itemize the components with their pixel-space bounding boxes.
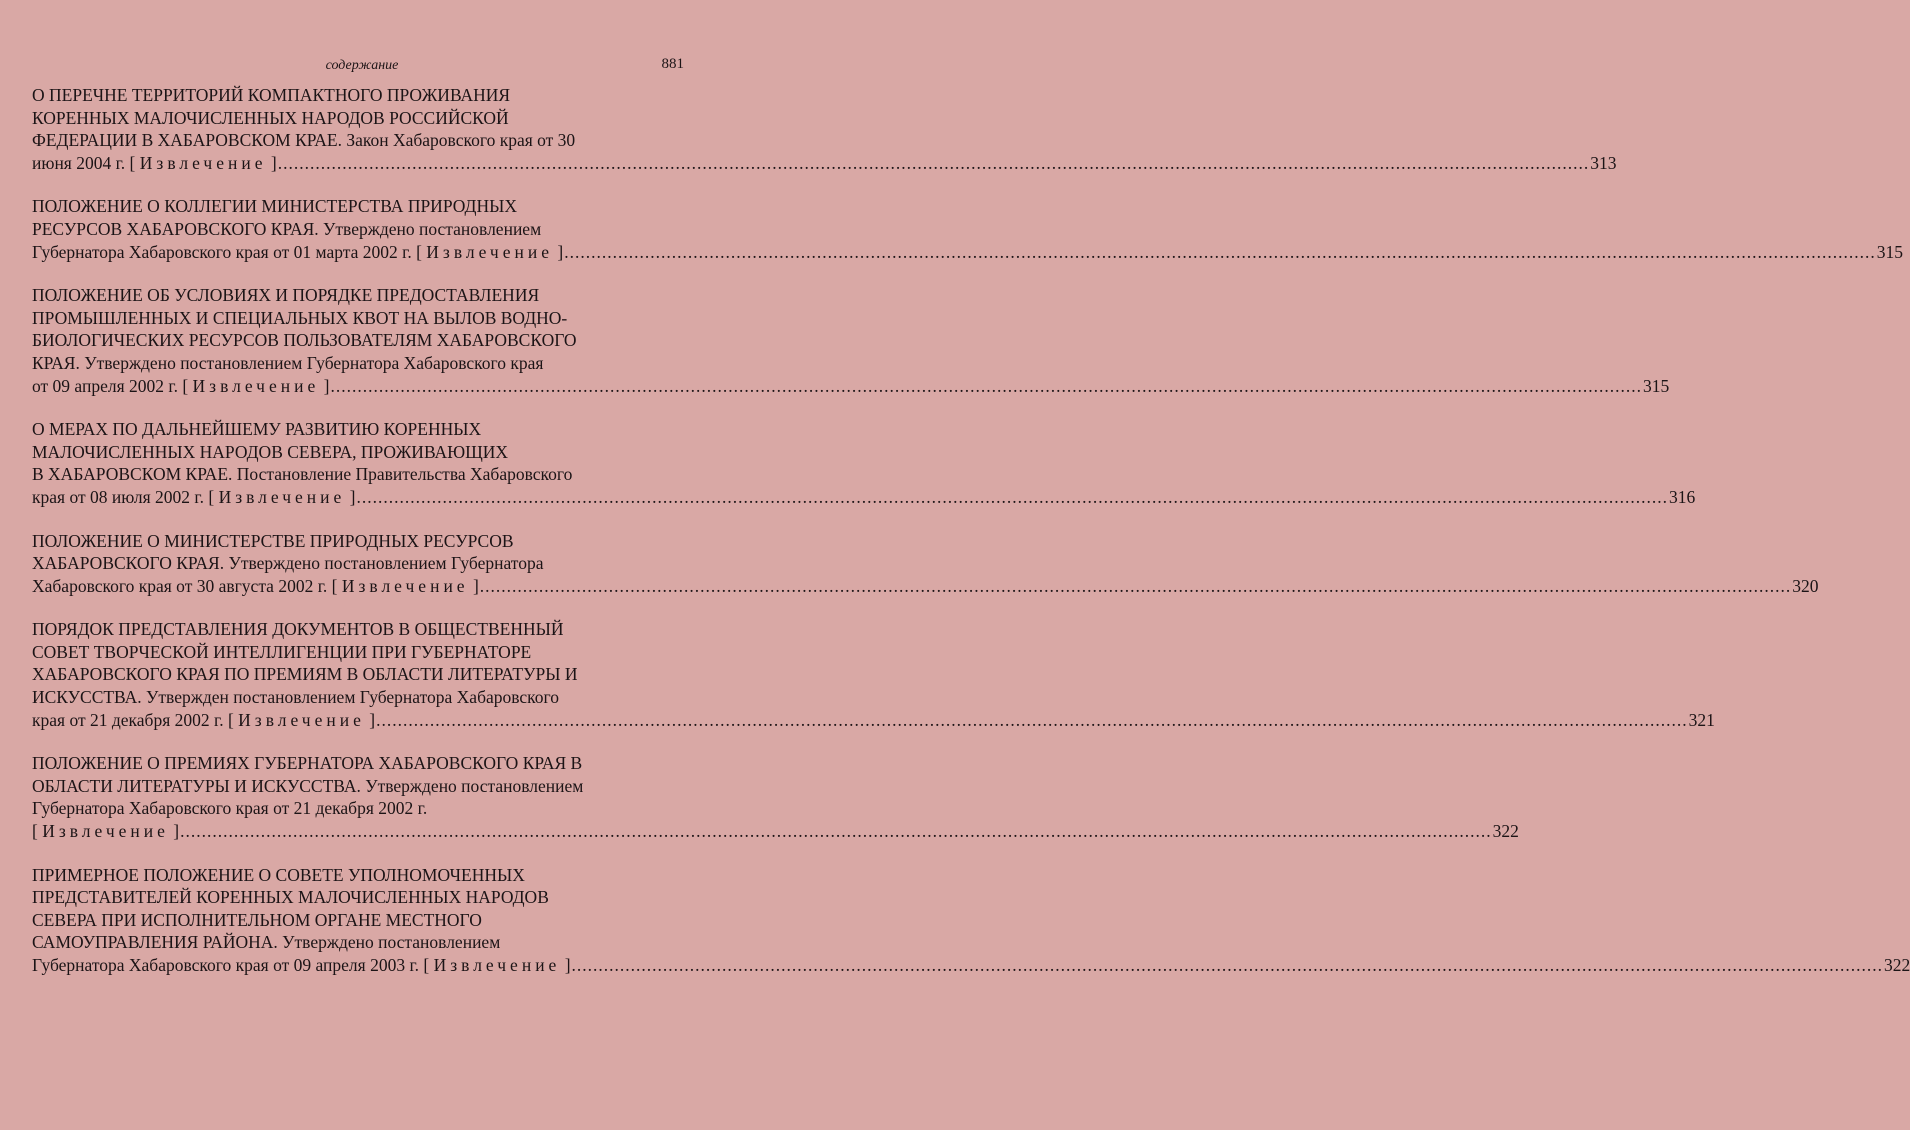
toc-entry-line: ПРОМЫШЛЕННЫХ И СПЕЦИАЛЬНЫХ КВОТ НА ВЫЛОВ ВОДНО- xyxy=(32,307,568,328)
toc-entry-line: БИОЛОГИЧЕСКИХ РЕСУРСОВ ПОЛЬЗОВАТЕЛЯМ ХАБАРОВСКОГО xyxy=(32,330,577,351)
toc-entry-line: СЕВЕРА ПРИ ИСПОЛНИТЕЛЬНОМ ОРГАНЕ МЕСТНОГО xyxy=(32,909,482,930)
toc-entry-line: КОРЕННЫХ МАЛОЧИСЛЕННЫХ НАРОДОВ РОССИЙСКОЙ xyxy=(32,107,509,128)
toc-entry-line: ПОЛОЖЕНИЕ ОБ УСЛОВИЯХ И ПОРЯДКЕ ПРЕДОСТАВЛЕНИЯ xyxy=(32,285,540,306)
toc-entry-line: СОВЕТ ТВОРЧЕСКОЙ ИНТЕЛЛИГЕНЦИИ ПРИ ГУБЕРНАТОРЕ xyxy=(32,641,532,662)
toc-entry-extract-tag: Извлечение xyxy=(42,821,169,842)
toc-entry-last-line xyxy=(32,241,1903,264)
toc-entry-tail: ] xyxy=(560,955,571,975)
toc-entry-lead-text: от 09 апреля 2002 г. [ xyxy=(32,375,193,396)
toc-entry-line: ХАБАРОВСКОГО КРАЯ. Утверждено постановлением Губернатора xyxy=(32,553,544,574)
toc-entry-line: ПОРЯДОК ПРЕДСТАВЛЕНИЯ ДОКУМЕНТОВ В ОБЩЕСТВЕННЫЙ xyxy=(32,619,564,640)
page-number: 881 xyxy=(661,56,684,72)
toc-entries xyxy=(32,84,1910,977)
toc-entry-last-line xyxy=(32,152,1617,175)
toc-entry xyxy=(32,864,1910,977)
toc-entry-line: РЕСУРСОВ ХАБАРОВСКОГО КРАЯ. Утверждено постановлением xyxy=(32,218,542,239)
toc-entry-tail: ] xyxy=(319,375,330,396)
toc-entry-line: ОБЛАСТИ ЛИТЕРАТУРЫ И ИСКУССТВА. Утверждено постановлением xyxy=(32,775,584,796)
toc-entry-page-number: 315 xyxy=(1876,241,1903,262)
toc-entry-lead xyxy=(32,575,479,598)
toc-entry-lead-text: края от 08 июля 2002 г. [ xyxy=(32,486,219,507)
dot-leader xyxy=(330,375,1642,398)
toc-entry-tail: ] xyxy=(266,152,277,173)
toc-entry-lead-text: края от 21 декабря 2002 г. [ xyxy=(32,709,239,730)
toc-entry-extract-tag: Извлечение xyxy=(139,152,267,173)
dot-leader xyxy=(356,486,1668,509)
toc-entry-line: ПОЛОЖЕНИЕ О ПРЕМИЯХ ГУБЕРНАТОРА ХАБАРОВСКОГО КРАЯ В xyxy=(32,753,583,774)
dot-leader xyxy=(180,820,1492,843)
toc-entry-line: МАЛОЧИСЛЕННЫХ НАРОДОВ СЕВЕРА, ПРОЖИВАЮЩИХ xyxy=(32,441,509,462)
toc-entry-lead xyxy=(32,375,329,398)
toc-entry-lead xyxy=(32,486,355,509)
toc-entry xyxy=(32,195,1903,263)
toc-entry xyxy=(32,418,1696,508)
toc-entry-lead xyxy=(32,152,277,175)
toc-entry-page-number: 320 xyxy=(1792,575,1819,596)
toc-entry-tail: ] xyxy=(553,241,564,262)
toc-entry-line: САМОУПРАВЛЕНИЯ РАЙОНА. Утверждено постановлением xyxy=(32,932,501,953)
toc-entry-lead-text: Хабаровского края от 30 августа 2002 г. [ xyxy=(32,575,342,596)
toc-entry-line: ПОЛОЖЕНИЕ О МИНИСТЕРСТВЕ ПРИРОДНЫХ РЕСУРСОВ xyxy=(32,530,514,551)
toc-entry-line: Губернатора Хабаровского края от 21 декабря 2002 г. xyxy=(32,798,428,819)
toc-entry-last-line xyxy=(32,954,1910,977)
toc-entry-line: О МЕРАХ ПО ДАЛЬНЕЙШЕМУ РАЗВИТИЮ КОРЕННЫХ xyxy=(32,419,482,440)
toc-entry-tail: ] xyxy=(345,486,356,507)
toc-entry-line: ПРЕДСТАВИТЕЛЕЙ КОРЕННЫХ МАЛОЧИСЛЕННЫХ НАРОДОВ xyxy=(32,887,549,908)
toc-entry-page-number: 316 xyxy=(1668,486,1696,507)
toc-entry-page-number: 321 xyxy=(1688,709,1715,730)
toc-entry-line: ФЕДЕРАЦИИ В ХАБАРОВСКОМ КРАЕ. Закон Хабаровского края от 30 xyxy=(32,130,576,151)
toc-entry-page-number: 313 xyxy=(1590,152,1617,173)
toc-entry-lead-text: июня 2004 г. [ xyxy=(32,152,140,173)
toc-entry-lead xyxy=(32,954,571,977)
toc-entry-page-number: 322 xyxy=(1492,821,1519,842)
toc-entry-extract-tag: Извлечение xyxy=(192,375,320,396)
toc-entry xyxy=(32,618,1715,731)
toc-entry-last-line xyxy=(32,820,1519,843)
toc-entry-extract-tag: Извлечение xyxy=(426,241,553,262)
toc-entry-lead xyxy=(32,709,375,732)
dot-leader xyxy=(564,241,1876,264)
toc-entry-last-line xyxy=(32,486,1696,509)
toc-entry-last-line xyxy=(32,375,1670,398)
dot-leader xyxy=(572,954,1884,977)
toc-entry-line: О ПЕРЕЧНЕ ТЕРРИТОРИЙ КОМПАКТНОГО ПРОЖИВАНИЯ xyxy=(32,85,511,105)
toc-entry-line: КРАЯ. Утверждено постановлением Губернатора Хабаровского края xyxy=(32,352,544,373)
toc-entry-lead-text: [ xyxy=(32,821,43,842)
toc-entry-page-number: 315 xyxy=(1642,375,1670,396)
toc-entry-page-number: 322 xyxy=(1884,955,1910,975)
dot-leader xyxy=(278,152,1590,175)
toc-entry xyxy=(32,530,1819,598)
toc-entry-lead-text: Губернатора Хабаровского края от 01 марта 2002 г. [ xyxy=(32,241,427,262)
toc-entry-line: ХАБАРОВСКОГО КРАЯ ПО ПРЕМИЯМ В ОБЛАСТИ ЛИТЕРАТУРЫ И xyxy=(32,664,578,685)
toc-entry-lead xyxy=(32,241,563,264)
toc-entry xyxy=(32,284,1670,397)
toc-entry-extract-tag: Извлечение xyxy=(238,709,365,730)
toc-entry-extract-tag: Извлечение xyxy=(218,486,346,507)
toc-entry-extract-tag: Извлечение xyxy=(341,575,469,596)
toc-entry-line: ИСКУССТВА. Утвержден постановлением Губернатора Хабаровского xyxy=(32,687,560,708)
running-title: содержание xyxy=(325,58,399,73)
toc-entry-lead xyxy=(32,820,179,843)
toc-entry xyxy=(32,752,1519,842)
toc-entry-lead-text: Губернатора Хабаровского края от 09 апреля 2003 г. [ xyxy=(32,955,434,975)
toc-entry xyxy=(32,84,1617,174)
toc-entry-tail: ] xyxy=(168,821,180,842)
toc-entry-tail: ] xyxy=(364,709,376,730)
dot-leader xyxy=(376,709,1688,732)
toc-entry-line: ПРИМЕРНОЕ ПОЛОЖЕНИЕ О СОВЕТЕ УПОЛНОМОЧЕННЫХ xyxy=(32,864,525,885)
toc-entry-line: ПОЛОЖЕНИЕ О КОЛЛЕГИИ МИНИСТЕРСТВА ПРИРОДНЫХ xyxy=(32,196,518,217)
toc-entry-line: В ХАБАРОВСКОМ КРАЕ. Постановление Правительства Хабаровского xyxy=(32,464,573,485)
toc-entry-extract-tag: Извлечение xyxy=(433,955,561,975)
dot-leader xyxy=(480,575,1792,598)
page-header xyxy=(32,56,684,78)
toc-entry-last-line xyxy=(32,709,1715,732)
toc-entry-last-line xyxy=(32,575,1819,598)
toc-entry-tail: ] xyxy=(468,575,479,596)
